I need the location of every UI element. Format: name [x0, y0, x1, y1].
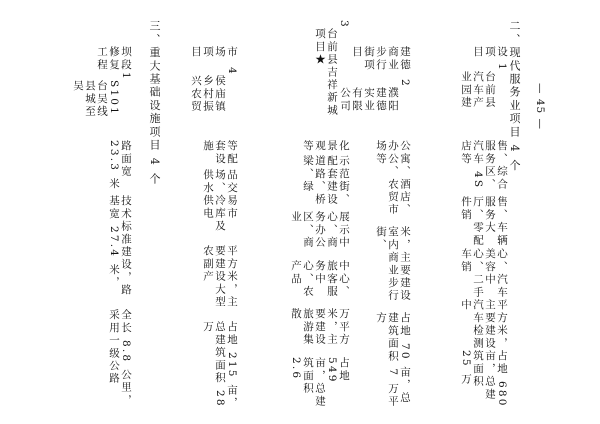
project-name: 台前县汽车产业园建 — [460, 71, 496, 110]
project-name: 台前县吉祥新城项目★ — [314, 28, 338, 117]
description-line: 占地 215 亩，总建筑面积 28 万 — [202, 321, 238, 410]
description-line: 等配套设施 — [202, 140, 238, 166]
project-description — [197, 140, 238, 410]
project-name: 设项目 — [472, 46, 508, 59]
description-line: 展示中心、商务办公区、商业 — [290, 211, 350, 250]
project-name: 濮阳建德实业有限公司 — [339, 87, 399, 113]
project-description — [370, 140, 411, 410]
description-line: 占地 70 亩，总建筑面积 7 万平方 — [375, 312, 411, 409]
project-description — [455, 140, 508, 410]
section-title-service: 二、现代服务业项目 4 个 — [508, 20, 521, 173]
project-entry — [72, 20, 132, 410]
description-line: 示范街、配套建设道路、桥梁、绿 — [302, 154, 350, 206]
project-number: 1 — [496, 63, 508, 72]
description-line: 售、车辆服务大厅、零配件销 — [460, 196, 508, 248]
description-line: 售、综合服务区、汽车 4S 店等 — [460, 140, 508, 191]
description-line: 米，主要建设室内商业步行街、 — [375, 226, 411, 303]
description-line: 平方米，主要建设汽车检测中 — [460, 298, 508, 350]
project-name: 市场项目 — [190, 46, 238, 59]
project-number: 4 — [226, 67, 238, 77]
description-line: 技术标准建设，路基宽 27.4 米， — [108, 194, 132, 297]
section-title-infrastructure: 三、重大基础设施项目 4 个 — [148, 20, 161, 186]
description-line: 品交易市场、冷库及供水供电 — [202, 169, 238, 233]
description-line: 心、汽车美容中心、二手车销 — [460, 247, 508, 299]
description-line: 全长 8.8 公里，采用一级公路 — [108, 308, 132, 407]
project-name: S101 台吴线县城至吴 — [72, 79, 120, 118]
project-list — [72, 20, 521, 410]
project-entry — [170, 20, 238, 410]
project-name: 建德商业步行街项目 — [351, 46, 411, 72]
project-name: 侯庙镇乡村振兴农贸 — [190, 75, 226, 114]
project-name: 坝段修复工程 — [96, 46, 132, 72]
project-entry — [423, 20, 508, 410]
project-number: 1 — [120, 71, 132, 81]
project-description — [285, 140, 350, 410]
project-number: 3 — [338, 20, 350, 29]
project-name-group — [72, 20, 132, 118]
project-number: 2 — [399, 79, 411, 88]
description-line: 占地 549 亩，总建筑面积 2.6 — [290, 356, 350, 408]
description-line: 公寓、酒店、办公、农贸市场等 — [375, 140, 411, 217]
description-line: 万平方米，主要建设旅游集散 — [290, 308, 350, 347]
project-entry — [248, 20, 350, 410]
description-line: 平方米，主要建设大型农副产 — [202, 245, 238, 309]
description-line: 化景观等 — [302, 139, 350, 153]
description-line: 中心、旅客服务中心、农产品 — [290, 259, 350, 298]
project-name-group — [460, 20, 508, 118]
description-line: 路面宽 23.3 米 — [108, 139, 132, 191]
project-entry — [339, 20, 411, 410]
project-name-group — [314, 20, 350, 118]
page-number: — 45 — — [534, 83, 546, 131]
project-description — [103, 140, 132, 410]
description-line: 占地 680 亩，总建筑面积 25 万 — [460, 349, 508, 408]
project-name-group — [186, 20, 238, 118]
